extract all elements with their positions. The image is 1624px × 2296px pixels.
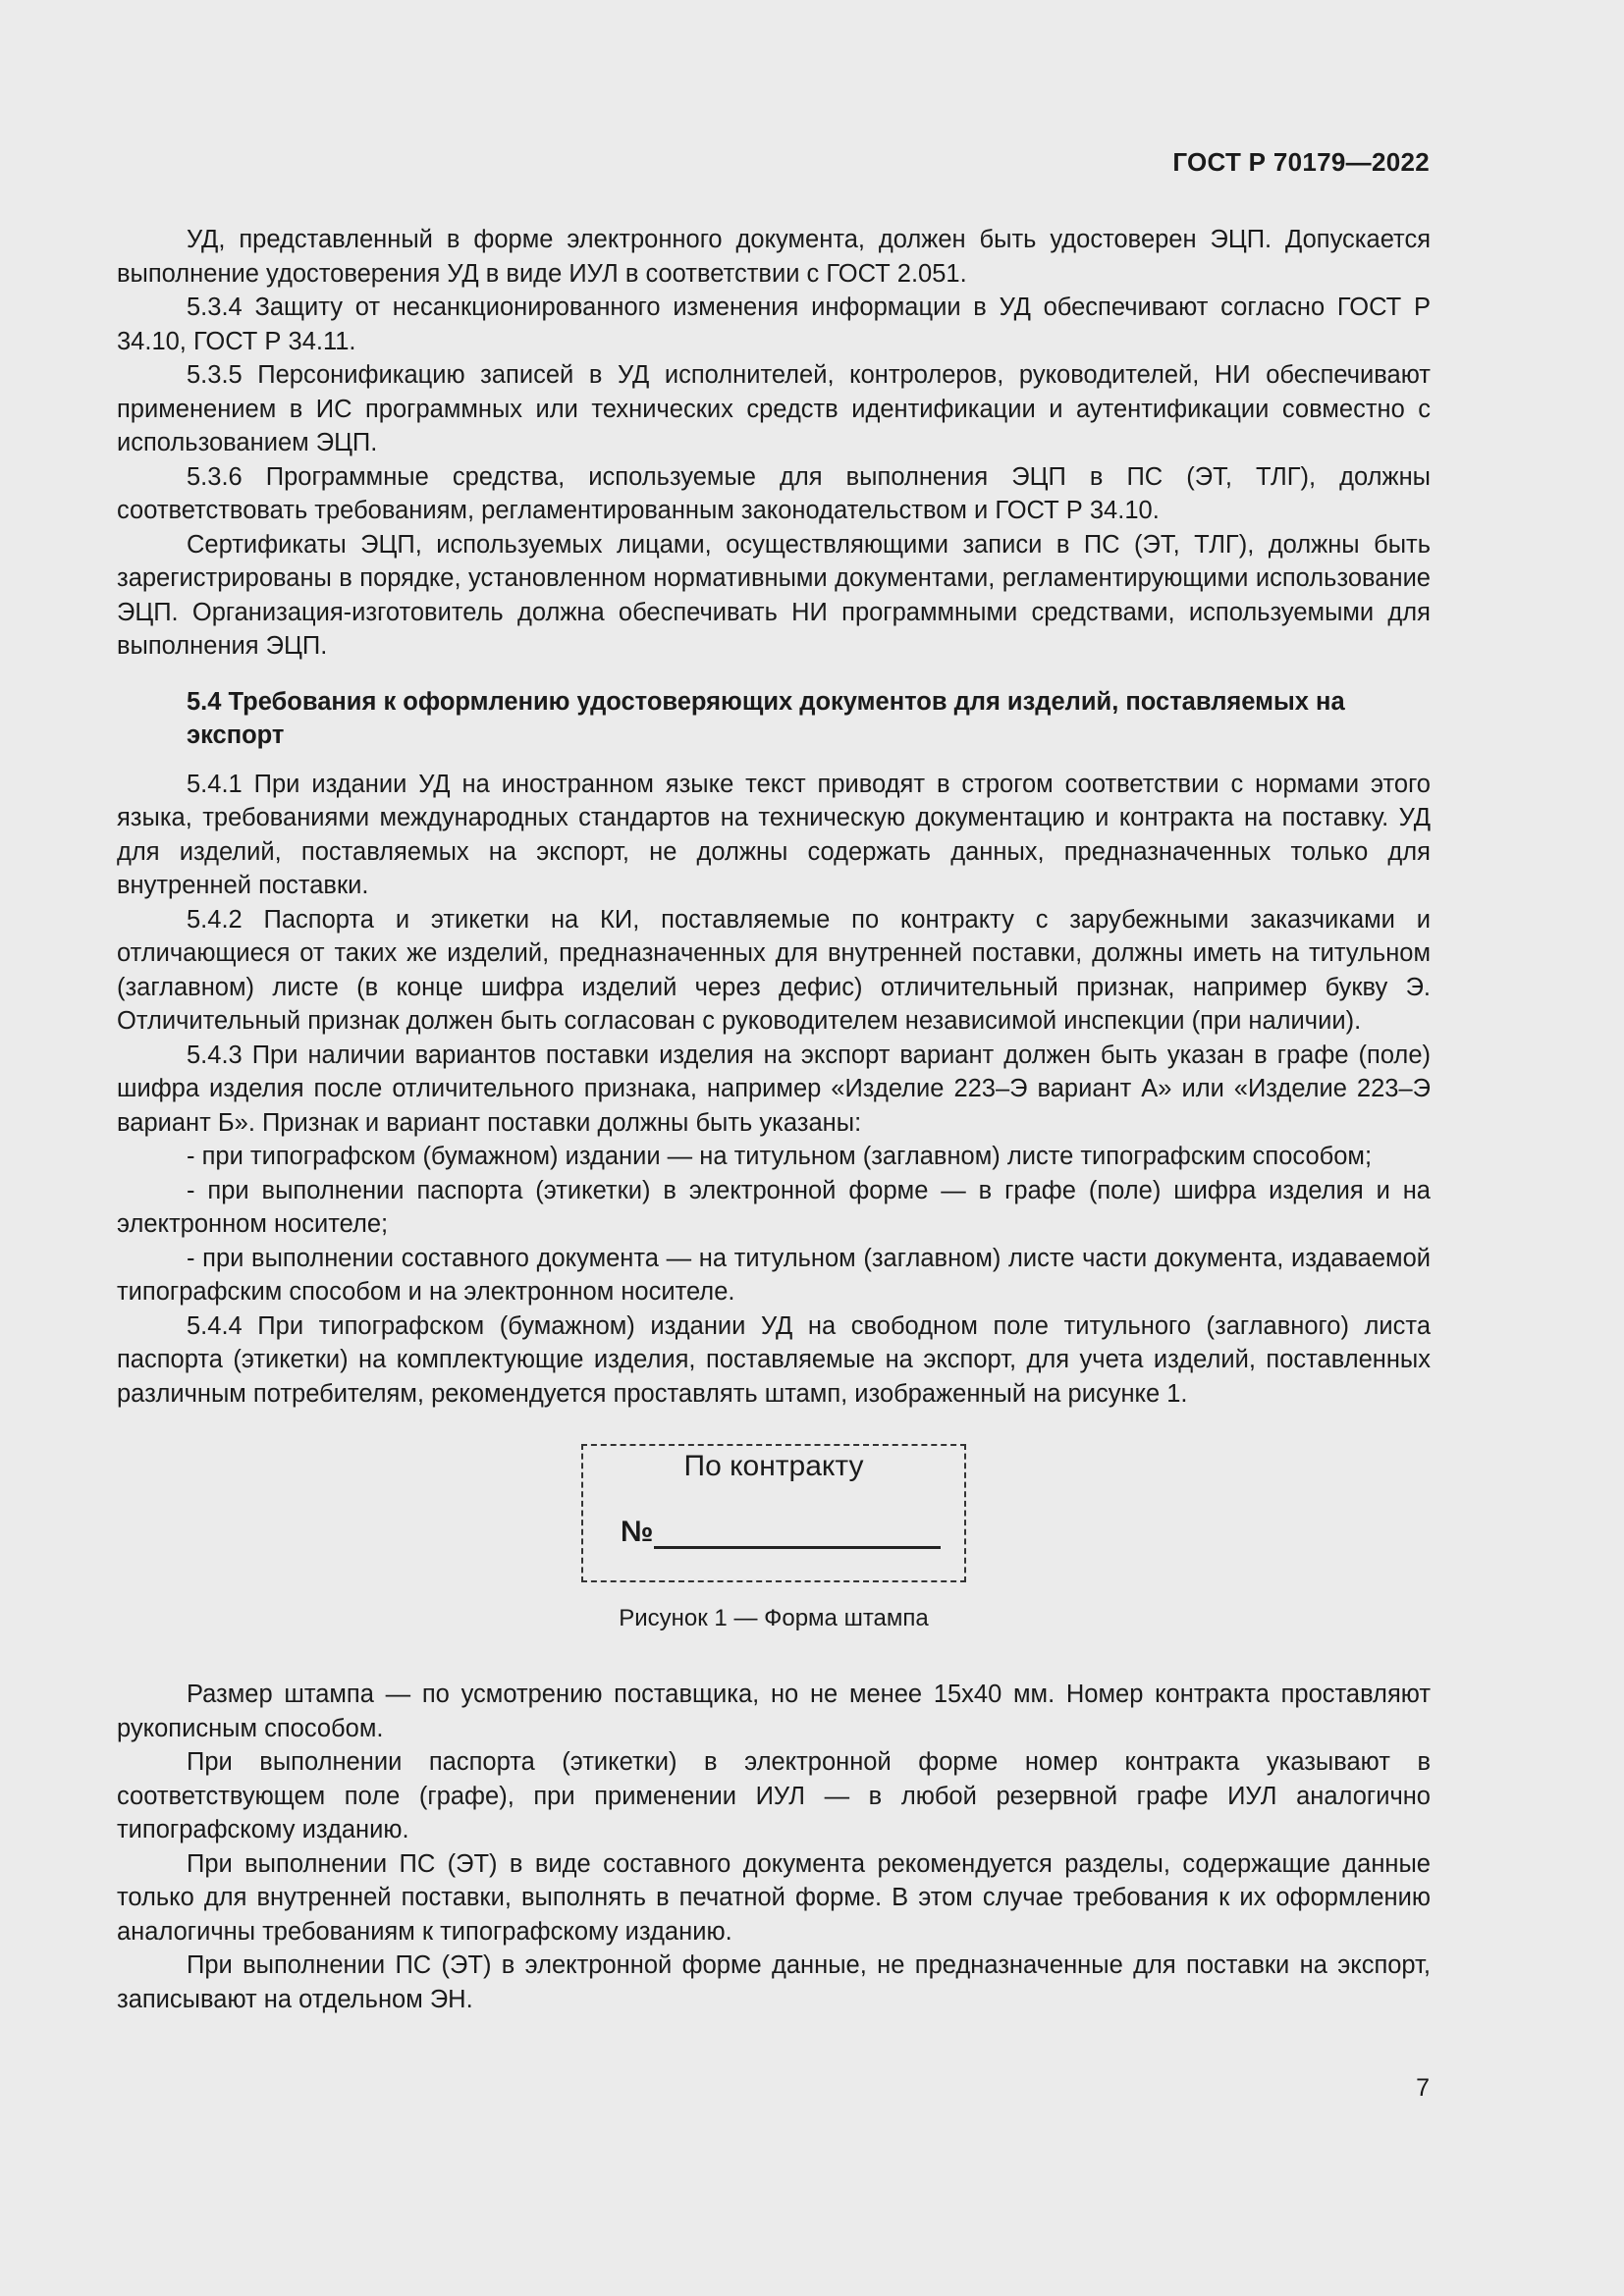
paragraph: Размер штампа — по усмотрению поставщика, но не менее 15х40 мм. Номер контракта проставляют рукописным способом. xyxy=(117,1681,1431,1742)
figure-1 xyxy=(117,1444,1431,1633)
paragraph: Сертификаты ЭЦП, используемых лицами, осуществляющими записи в ПС (ЭТ, ТЛГ), должны быть зарегистрированы в порядке, установленном нормативными документами, регламентирующими использование ЭЦП. Организация-изготовитель должна обеспечивать НИ программными средствами, используемыми для выполнения ЭЦП. xyxy=(117,530,1431,660)
section-heading-5-4: 5.4 Требования к оформлению удостоверяющих документов для изделий, поставляемых на экспорт xyxy=(187,687,1345,749)
page-number: 7 xyxy=(1416,2074,1430,2102)
paragraph-5-4-3: 5.4.3 При наличии вариантов поставки изделия на экспорт вариант должен быть указан в графе (поле) шифра изделия после отличительного признака, например «Изделие 223–Э вариант А» или «Изделие 223–Э вариант Б». Признак и вариант поставки должны быть указаны: xyxy=(117,1041,1431,1137)
paragraph-5-4-1: 5.4.1 При издании УД на иностранном языке текст приводят в строгом соответствии с нормами этого языка, требованиями международных стандартов на техническую документацию и контракта на поставку. УД для изделий, поставляемых на экспорт, не должны содержать данных, предназначенных только для внутренней поставки. xyxy=(117,770,1431,899)
document-body xyxy=(117,223,1431,2016)
list-item: - при типографском (бумажном) издании — на титульном (заглавном) листе типографским способом; xyxy=(187,1143,1373,1170)
paragraph-5-4-4: 5.4.4 При типографском (бумажном) издании УД на свободном поле титульного (заглавного) листа паспорта (этикетки) на комплектующие изделия, поставляемые на экспорт, для учета изделий, поставленных различным потребителям, рекомендуется проставлять штамп, изображенный на рисунке 1. xyxy=(117,1311,1431,1408)
paragraph: При выполнении ПС (ЭТ) в электронной форме данные, не предназначенные для поставки на экспорт, записывают на отдельном ЭН. xyxy=(117,1951,1431,2013)
stamp-number-line xyxy=(654,1546,941,1549)
list-item: - при выполнении составного документа — на титульном (заглавном) листе части документа, издаваемой типографским способом и на электронном носителе. xyxy=(117,1244,1431,1306)
paragraph-5-3-5: 5.3.5 Персонификацию записей в УД исполнителей, контролеров, руководителей, НИ обеспечивают применением в ИС программных или технических средств идентификации и аутентификации совместно с использованием ЭЦП. xyxy=(117,361,1431,456)
figure-caption: Рисунок 1 — Форма штампа xyxy=(619,1605,929,1631)
paragraph-5-3-4: 5.3.4 Защиту от несанкционированного изменения информации в УД обеспечивают согласно ГОСТ Р 34.10, ГОСТ Р 34.11. xyxy=(117,294,1431,355)
stamp-number-label: № xyxy=(621,1516,654,1548)
list-item: - при выполнении паспорта (этикетки) в электронной форме — в графе (поле) шифра изделия и на электронном носителе; xyxy=(117,1176,1431,1238)
paragraph: При выполнении ПС (ЭТ) в виде составного документа рекомендуется разделы, содержащие данные только для внутренней поставки, выполнять в печатной форме. В этом случае требования к их оформлению аналогичны требованиям к типографскому изданию. xyxy=(117,1849,1431,1946)
paragraph-5-4-2: 5.4.2 Паспорта и этикетки на КИ, поставляемые по контракту с зарубежными заказчиками и отличающиеся от таких же изделий, предназначенных для внутренней поставки, должны иметь на титульном (заглавном) листе (в конце шифра изделий через дефис) отличительный признак, например букву Э. Отличительный признак должен быть согласован с руководителем независимой инспекции (при наличии). xyxy=(117,905,1431,1035)
paragraph-5-3-6: 5.3.6 Программные средства, используемые для выполнения ЭЦП в ПС (ЭТ, ТЛГ), должны соответствовать требованиям, регламентированным законодательством и ГОСТ Р 34.10. xyxy=(117,462,1431,524)
document-code-header: ГОСТ Р 70179—2022 xyxy=(1172,147,1430,177)
paragraph: УД, представленный в форме электронного документа, должен быть удостоверен ЭЦП. Допускается выполнение удостоверения УД в виде ИУЛ в соответствии с ГОСТ 2.051. xyxy=(117,226,1431,288)
post-figure-section xyxy=(117,1678,1431,2016)
stamp-title: По контракту xyxy=(683,1450,864,1482)
contract-stamp xyxy=(581,1444,966,1582)
paragraph: При выполнении паспорта (этикетки) в электронной форме номер контракта указывают в соответствующем поле (графе), при применении ИУЛ — в любой резервной графе ИУЛ аналогично типографскому изданию. xyxy=(117,1748,1431,1843)
